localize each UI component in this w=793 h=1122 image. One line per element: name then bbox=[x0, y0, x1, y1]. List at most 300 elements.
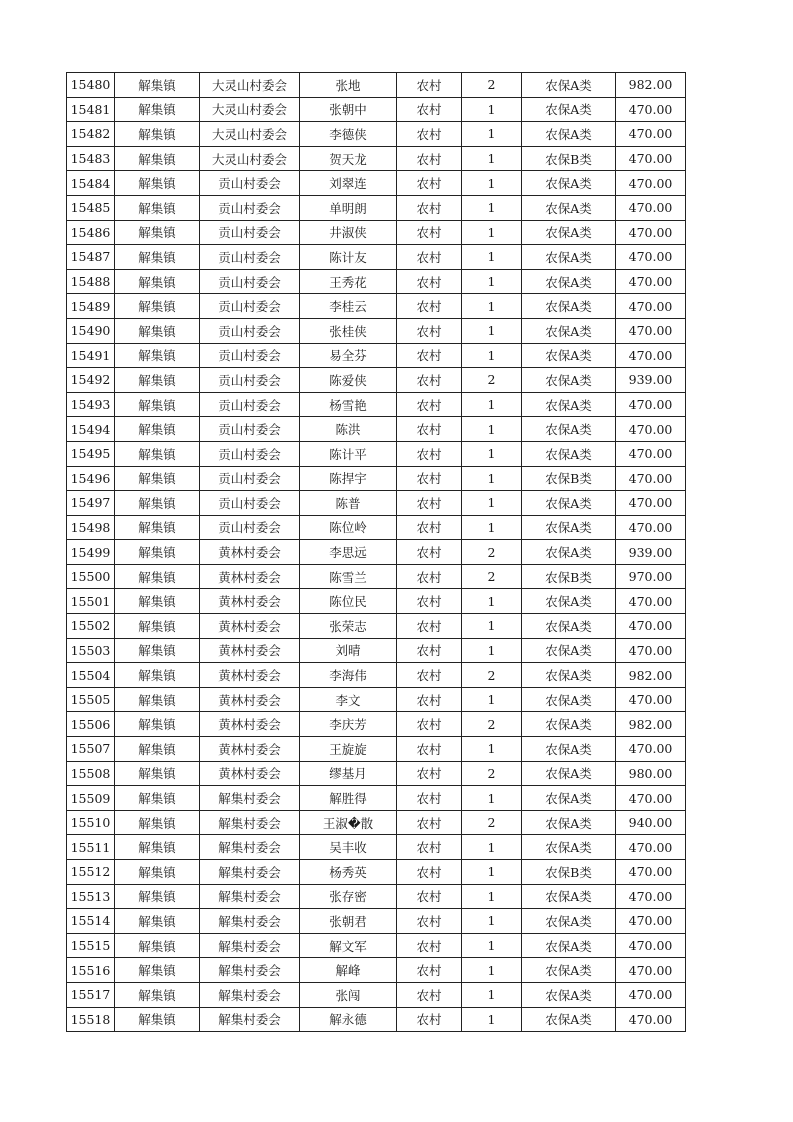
amount-cell: 470.00 bbox=[616, 860, 686, 885]
village-committee-cell: 贡山村委会 bbox=[200, 491, 300, 516]
household-count-cell: 1 bbox=[462, 933, 522, 958]
household-count-cell: 1 bbox=[462, 1007, 522, 1032]
town-cell: 解集镇 bbox=[115, 343, 200, 368]
household-count-cell: 1 bbox=[462, 97, 522, 122]
person-name-cell: 张闯 bbox=[300, 982, 397, 1007]
area-type-cell: 农村 bbox=[397, 417, 462, 442]
household-count-cell: 1 bbox=[462, 491, 522, 516]
area-type-cell: 农村 bbox=[397, 245, 462, 270]
record-id-cell: 15508 bbox=[67, 761, 115, 786]
record-id-cell: 15499 bbox=[67, 540, 115, 565]
household-count-cell: 2 bbox=[462, 712, 522, 737]
table-row bbox=[67, 417, 686, 442]
town-cell: 解集镇 bbox=[115, 540, 200, 565]
town-cell: 解集镇 bbox=[115, 712, 200, 737]
amount-cell: 470.00 bbox=[616, 786, 686, 811]
village-committee-cell: 大灵山村委会 bbox=[200, 97, 300, 122]
record-id-cell: 15501 bbox=[67, 589, 115, 614]
person-name-cell: 陈捍宇 bbox=[300, 466, 397, 491]
town-cell: 解集镇 bbox=[115, 515, 200, 540]
amount-cell: 470.00 bbox=[616, 466, 686, 491]
table-row bbox=[67, 392, 686, 417]
person-name-cell: 张荣志 bbox=[300, 614, 397, 639]
record-id-cell: 15485 bbox=[67, 195, 115, 220]
town-cell: 解集镇 bbox=[115, 97, 200, 122]
household-count-cell: 1 bbox=[462, 835, 522, 860]
area-type-cell: 农村 bbox=[397, 294, 462, 319]
insurance-category-cell: 农保A类 bbox=[522, 220, 616, 245]
table-row bbox=[67, 884, 686, 909]
household-count-cell: 2 bbox=[462, 73, 522, 98]
village-committee-cell: 黄林村委会 bbox=[200, 761, 300, 786]
amount-cell: 980.00 bbox=[616, 761, 686, 786]
amount-cell: 470.00 bbox=[616, 245, 686, 270]
town-cell: 解集镇 bbox=[115, 810, 200, 835]
table-row bbox=[67, 564, 686, 589]
insurance-category-cell: 农保A类 bbox=[522, 1007, 616, 1032]
amount-cell: 470.00 bbox=[616, 122, 686, 147]
person-name-cell: 贺天龙 bbox=[300, 146, 397, 171]
amount-cell: 470.00 bbox=[616, 195, 686, 220]
village-committee-cell: 贡山村委会 bbox=[200, 220, 300, 245]
record-id-cell: 15502 bbox=[67, 614, 115, 639]
town-cell: 解集镇 bbox=[115, 146, 200, 171]
table-row bbox=[67, 835, 686, 860]
insurance-category-cell: 农保A类 bbox=[522, 294, 616, 319]
person-name-cell: 陈计平 bbox=[300, 441, 397, 466]
area-type-cell: 农村 bbox=[397, 269, 462, 294]
village-committee-cell: 贡山村委会 bbox=[200, 195, 300, 220]
village-committee-cell: 贡山村委会 bbox=[200, 441, 300, 466]
amount-cell: 470.00 bbox=[616, 909, 686, 934]
insurance-category-cell: 农保A类 bbox=[522, 97, 616, 122]
area-type-cell: 农村 bbox=[397, 933, 462, 958]
area-type-cell: 农村 bbox=[397, 491, 462, 516]
person-name-cell: 解文军 bbox=[300, 933, 397, 958]
person-name-cell: 缪基月 bbox=[300, 761, 397, 786]
village-committee-cell: 大灵山村委会 bbox=[200, 122, 300, 147]
household-count-cell: 1 bbox=[462, 466, 522, 491]
amount-cell: 470.00 bbox=[616, 343, 686, 368]
town-cell: 解集镇 bbox=[115, 761, 200, 786]
area-type-cell: 农村 bbox=[397, 466, 462, 491]
person-name-cell: 陈爱侠 bbox=[300, 368, 397, 393]
village-committee-cell: 黄林村委会 bbox=[200, 712, 300, 737]
area-type-cell: 农村 bbox=[397, 860, 462, 885]
insurance-category-cell: 农保A类 bbox=[522, 761, 616, 786]
person-name-cell: 陈计友 bbox=[300, 245, 397, 270]
amount-cell: 470.00 bbox=[616, 933, 686, 958]
area-type-cell: 农村 bbox=[397, 73, 462, 98]
area-type-cell: 农村 bbox=[397, 761, 462, 786]
town-cell: 解集镇 bbox=[115, 786, 200, 811]
town-cell: 解集镇 bbox=[115, 638, 200, 663]
household-count-cell: 1 bbox=[462, 860, 522, 885]
town-cell: 解集镇 bbox=[115, 958, 200, 983]
area-type-cell: 农村 bbox=[397, 663, 462, 688]
town-cell: 解集镇 bbox=[115, 491, 200, 516]
amount-cell: 982.00 bbox=[616, 73, 686, 98]
household-count-cell: 1 bbox=[462, 294, 522, 319]
household-count-cell: 1 bbox=[462, 909, 522, 934]
village-committee-cell: 贡山村委会 bbox=[200, 515, 300, 540]
town-cell: 解集镇 bbox=[115, 614, 200, 639]
record-id-cell: 15490 bbox=[67, 318, 115, 343]
village-committee-cell: 解集村委会 bbox=[200, 810, 300, 835]
table-row bbox=[67, 761, 686, 786]
person-name-cell: 陈洪 bbox=[300, 417, 397, 442]
town-cell: 解集镇 bbox=[115, 884, 200, 909]
record-id-cell: 15491 bbox=[67, 343, 115, 368]
amount-cell: 939.00 bbox=[616, 368, 686, 393]
village-committee-cell: 贡山村委会 bbox=[200, 343, 300, 368]
insurance-category-cell: 农保A类 bbox=[522, 933, 616, 958]
town-cell: 解集镇 bbox=[115, 294, 200, 319]
record-id-cell: 15495 bbox=[67, 441, 115, 466]
area-type-cell: 农村 bbox=[397, 589, 462, 614]
town-cell: 解集镇 bbox=[115, 466, 200, 491]
household-count-cell: 1 bbox=[462, 884, 522, 909]
record-id-cell: 15516 bbox=[67, 958, 115, 983]
insurance-category-cell: 农保A类 bbox=[522, 343, 616, 368]
insurance-category-cell: 农保A类 bbox=[522, 638, 616, 663]
household-count-cell: 1 bbox=[462, 687, 522, 712]
area-type-cell: 农村 bbox=[397, 638, 462, 663]
area-type-cell: 农村 bbox=[397, 392, 462, 417]
town-cell: 解集镇 bbox=[115, 441, 200, 466]
record-id-cell: 15509 bbox=[67, 786, 115, 811]
person-name-cell: 陈位民 bbox=[300, 589, 397, 614]
amount-cell: 982.00 bbox=[616, 663, 686, 688]
town-cell: 解集镇 bbox=[115, 564, 200, 589]
person-name-cell: 张朝君 bbox=[300, 909, 397, 934]
person-name-cell: 单明朗 bbox=[300, 195, 397, 220]
record-id-cell: 15507 bbox=[67, 737, 115, 762]
village-committee-cell: 贡山村委会 bbox=[200, 245, 300, 270]
table-row bbox=[67, 958, 686, 983]
person-name-cell: 李德侠 bbox=[300, 122, 397, 147]
town-cell: 解集镇 bbox=[115, 171, 200, 196]
town-cell: 解集镇 bbox=[115, 589, 200, 614]
record-id-cell: 15493 bbox=[67, 392, 115, 417]
insurance-category-cell: 农保A类 bbox=[522, 589, 616, 614]
amount-cell: 470.00 bbox=[616, 441, 686, 466]
table-body bbox=[67, 73, 686, 1032]
person-name-cell: 解永德 bbox=[300, 1007, 397, 1032]
town-cell: 解集镇 bbox=[115, 737, 200, 762]
insurance-category-cell: 农保B类 bbox=[522, 146, 616, 171]
amount-cell: 470.00 bbox=[616, 589, 686, 614]
insurance-category-cell: 农保A类 bbox=[522, 909, 616, 934]
record-id-cell: 15482 bbox=[67, 122, 115, 147]
area-type-cell: 农村 bbox=[397, 540, 462, 565]
insurance-category-cell: 农保A类 bbox=[522, 417, 616, 442]
town-cell: 解集镇 bbox=[115, 909, 200, 934]
area-type-cell: 农村 bbox=[397, 884, 462, 909]
person-name-cell: 王淑�散 bbox=[300, 810, 397, 835]
table-row bbox=[67, 466, 686, 491]
household-count-cell: 1 bbox=[462, 220, 522, 245]
amount-cell: 470.00 bbox=[616, 294, 686, 319]
village-committee-cell: 贡山村委会 bbox=[200, 368, 300, 393]
insurance-category-cell: 农保A类 bbox=[522, 122, 616, 147]
village-committee-cell: 贡山村委会 bbox=[200, 466, 300, 491]
area-type-cell: 农村 bbox=[397, 958, 462, 983]
insurance-category-cell: 农保A类 bbox=[522, 171, 616, 196]
table-row bbox=[67, 195, 686, 220]
town-cell: 解集镇 bbox=[115, 1007, 200, 1032]
household-count-cell: 1 bbox=[462, 417, 522, 442]
table-row bbox=[67, 909, 686, 934]
household-count-cell: 1 bbox=[462, 122, 522, 147]
amount-cell: 470.00 bbox=[616, 737, 686, 762]
village-committee-cell: 黄林村委会 bbox=[200, 737, 300, 762]
table-row bbox=[67, 810, 686, 835]
amount-cell: 470.00 bbox=[616, 97, 686, 122]
person-name-cell: 陈位岭 bbox=[300, 515, 397, 540]
insurance-category-cell: 农保B类 bbox=[522, 860, 616, 885]
area-type-cell: 农村 bbox=[397, 220, 462, 245]
table-row bbox=[67, 614, 686, 639]
record-id-cell: 15503 bbox=[67, 638, 115, 663]
insurance-category-cell: 农保A类 bbox=[522, 614, 616, 639]
table-row bbox=[67, 97, 686, 122]
household-count-cell: 1 bbox=[462, 146, 522, 171]
record-id-cell: 15517 bbox=[67, 982, 115, 1007]
person-name-cell: 李庆芳 bbox=[300, 712, 397, 737]
table-row bbox=[67, 687, 686, 712]
insurance-category-cell: 农保A类 bbox=[522, 810, 616, 835]
household-count-cell: 2 bbox=[462, 540, 522, 565]
area-type-cell: 农村 bbox=[397, 122, 462, 147]
town-cell: 解集镇 bbox=[115, 122, 200, 147]
person-name-cell: 张朝中 bbox=[300, 97, 397, 122]
table-row bbox=[67, 343, 686, 368]
amount-cell: 470.00 bbox=[616, 417, 686, 442]
village-committee-cell: 黄林村委会 bbox=[200, 589, 300, 614]
table-row bbox=[67, 318, 686, 343]
person-name-cell: 张桂侠 bbox=[300, 318, 397, 343]
household-count-cell: 1 bbox=[462, 786, 522, 811]
person-name-cell: 杨雪艳 bbox=[300, 392, 397, 417]
table-row bbox=[67, 860, 686, 885]
village-committee-cell: 解集村委会 bbox=[200, 909, 300, 934]
record-id-cell: 15481 bbox=[67, 97, 115, 122]
insurance-category-cell: 农保A类 bbox=[522, 73, 616, 98]
village-committee-cell: 解集村委会 bbox=[200, 835, 300, 860]
table-row bbox=[67, 982, 686, 1007]
village-committee-cell: 贡山村委会 bbox=[200, 269, 300, 294]
amount-cell: 940.00 bbox=[616, 810, 686, 835]
insurance-category-cell: 农保A类 bbox=[522, 737, 616, 762]
amount-cell: 982.00 bbox=[616, 712, 686, 737]
town-cell: 解集镇 bbox=[115, 220, 200, 245]
household-count-cell: 1 bbox=[462, 515, 522, 540]
record-id-cell: 15489 bbox=[67, 294, 115, 319]
insurance-category-cell: 农保A类 bbox=[522, 884, 616, 909]
record-id-cell: 15514 bbox=[67, 909, 115, 934]
amount-cell: 970.00 bbox=[616, 564, 686, 589]
area-type-cell: 农村 bbox=[397, 146, 462, 171]
table-row bbox=[67, 933, 686, 958]
insurance-category-cell: 农保A类 bbox=[522, 491, 616, 516]
record-id-cell: 15513 bbox=[67, 884, 115, 909]
area-type-cell: 农村 bbox=[397, 835, 462, 860]
table-row bbox=[67, 146, 686, 171]
area-type-cell: 农村 bbox=[397, 97, 462, 122]
person-name-cell: 杨秀英 bbox=[300, 860, 397, 885]
record-id-cell: 15496 bbox=[67, 466, 115, 491]
person-name-cell: 解峰 bbox=[300, 958, 397, 983]
table-row bbox=[67, 441, 686, 466]
insurance-category-cell: 农保A类 bbox=[522, 441, 616, 466]
town-cell: 解集镇 bbox=[115, 392, 200, 417]
person-name-cell: 刘晴 bbox=[300, 638, 397, 663]
amount-cell: 470.00 bbox=[616, 146, 686, 171]
area-type-cell: 农村 bbox=[397, 441, 462, 466]
record-id-cell: 15488 bbox=[67, 269, 115, 294]
village-committee-cell: 解集村委会 bbox=[200, 933, 300, 958]
village-committee-cell: 黄林村委会 bbox=[200, 564, 300, 589]
amount-cell: 470.00 bbox=[616, 982, 686, 1007]
record-id-cell: 15500 bbox=[67, 564, 115, 589]
record-id-cell: 15505 bbox=[67, 687, 115, 712]
person-name-cell: 张存密 bbox=[300, 884, 397, 909]
village-committee-cell: 解集村委会 bbox=[200, 958, 300, 983]
insurance-category-cell: 农保A类 bbox=[522, 958, 616, 983]
insurance-category-cell: 农保A类 bbox=[522, 318, 616, 343]
amount-cell: 939.00 bbox=[616, 540, 686, 565]
record-id-cell: 15515 bbox=[67, 933, 115, 958]
person-name-cell: 张地 bbox=[300, 73, 397, 98]
town-cell: 解集镇 bbox=[115, 835, 200, 860]
household-count-cell: 1 bbox=[462, 392, 522, 417]
insurance-category-cell: 农保A类 bbox=[522, 786, 616, 811]
insurance-category-cell: 农保A类 bbox=[522, 269, 616, 294]
record-id-cell: 15504 bbox=[67, 663, 115, 688]
area-type-cell: 农村 bbox=[397, 1007, 462, 1032]
area-type-cell: 农村 bbox=[397, 810, 462, 835]
amount-cell: 470.00 bbox=[616, 958, 686, 983]
insurance-category-cell: 农保A类 bbox=[522, 663, 616, 688]
record-id-cell: 15512 bbox=[67, 860, 115, 885]
insurance-category-cell: 农保A类 bbox=[522, 835, 616, 860]
table-row bbox=[67, 540, 686, 565]
town-cell: 解集镇 bbox=[115, 368, 200, 393]
household-count-cell: 1 bbox=[462, 614, 522, 639]
town-cell: 解集镇 bbox=[115, 663, 200, 688]
record-id-cell: 15494 bbox=[67, 417, 115, 442]
village-committee-cell: 大灵山村委会 bbox=[200, 146, 300, 171]
person-name-cell: 刘翠连 bbox=[300, 171, 397, 196]
table-row bbox=[67, 663, 686, 688]
record-id-cell: 15486 bbox=[67, 220, 115, 245]
table-row bbox=[67, 122, 686, 147]
table-row bbox=[67, 171, 686, 196]
record-id-cell: 15510 bbox=[67, 810, 115, 835]
insurance-category-cell: 农保B类 bbox=[522, 466, 616, 491]
table-row bbox=[67, 73, 686, 98]
amount-cell: 470.00 bbox=[616, 318, 686, 343]
record-id-cell: 15511 bbox=[67, 835, 115, 860]
record-id-cell: 15487 bbox=[67, 245, 115, 270]
table-row bbox=[67, 269, 686, 294]
record-id-cell: 15518 bbox=[67, 1007, 115, 1032]
table-row bbox=[67, 294, 686, 319]
household-count-cell: 2 bbox=[462, 810, 522, 835]
area-type-cell: 农村 bbox=[397, 712, 462, 737]
town-cell: 解集镇 bbox=[115, 245, 200, 270]
amount-cell: 470.00 bbox=[616, 392, 686, 417]
record-id-cell: 15484 bbox=[67, 171, 115, 196]
table-row bbox=[67, 737, 686, 762]
area-type-cell: 农村 bbox=[397, 786, 462, 811]
amount-cell: 470.00 bbox=[616, 269, 686, 294]
table-row bbox=[67, 638, 686, 663]
household-count-cell: 1 bbox=[462, 982, 522, 1007]
town-cell: 解集镇 bbox=[115, 933, 200, 958]
area-type-cell: 农村 bbox=[397, 343, 462, 368]
person-name-cell: 陈雪兰 bbox=[300, 564, 397, 589]
household-count-cell: 1 bbox=[462, 638, 522, 663]
person-name-cell: 李桂云 bbox=[300, 294, 397, 319]
household-count-cell: 1 bbox=[462, 343, 522, 368]
insurance-category-cell: 农保A类 bbox=[522, 368, 616, 393]
record-id-cell: 15492 bbox=[67, 368, 115, 393]
person-name-cell: 李海伟 bbox=[300, 663, 397, 688]
insurance-category-cell: 农保B类 bbox=[522, 564, 616, 589]
table-row bbox=[67, 491, 686, 516]
household-count-cell: 1 bbox=[462, 441, 522, 466]
insurance-category-cell: 农保A类 bbox=[522, 982, 616, 1007]
area-type-cell: 农村 bbox=[397, 195, 462, 220]
village-committee-cell: 解集村委会 bbox=[200, 786, 300, 811]
village-committee-cell: 解集村委会 bbox=[200, 884, 300, 909]
table-row bbox=[67, 712, 686, 737]
household-count-cell: 1 bbox=[462, 245, 522, 270]
person-name-cell: 王秀花 bbox=[300, 269, 397, 294]
village-committee-cell: 解集村委会 bbox=[200, 860, 300, 885]
table-row bbox=[67, 220, 686, 245]
area-type-cell: 农村 bbox=[397, 737, 462, 762]
amount-cell: 470.00 bbox=[616, 1007, 686, 1032]
area-type-cell: 农村 bbox=[397, 564, 462, 589]
person-name-cell: 井淑侠 bbox=[300, 220, 397, 245]
household-count-cell: 2 bbox=[462, 564, 522, 589]
household-count-cell: 1 bbox=[462, 318, 522, 343]
village-committee-cell: 贡山村委会 bbox=[200, 171, 300, 196]
town-cell: 解集镇 bbox=[115, 417, 200, 442]
area-type-cell: 农村 bbox=[397, 368, 462, 393]
village-committee-cell: 解集村委会 bbox=[200, 1007, 300, 1032]
area-type-cell: 农村 bbox=[397, 982, 462, 1007]
area-type-cell: 农村 bbox=[397, 687, 462, 712]
household-count-cell: 1 bbox=[462, 737, 522, 762]
table-row bbox=[67, 786, 686, 811]
household-count-cell: 1 bbox=[462, 958, 522, 983]
insurance-category-cell: 农保A类 bbox=[522, 687, 616, 712]
area-type-cell: 农村 bbox=[397, 171, 462, 196]
table-row bbox=[67, 515, 686, 540]
record-id-cell: 15506 bbox=[67, 712, 115, 737]
town-cell: 解集镇 bbox=[115, 269, 200, 294]
village-committee-cell: 黄林村委会 bbox=[200, 638, 300, 663]
town-cell: 解集镇 bbox=[115, 195, 200, 220]
town-cell: 解集镇 bbox=[115, 687, 200, 712]
village-committee-cell: 贡山村委会 bbox=[200, 318, 300, 343]
amount-cell: 470.00 bbox=[616, 835, 686, 860]
household-count-cell: 1 bbox=[462, 171, 522, 196]
